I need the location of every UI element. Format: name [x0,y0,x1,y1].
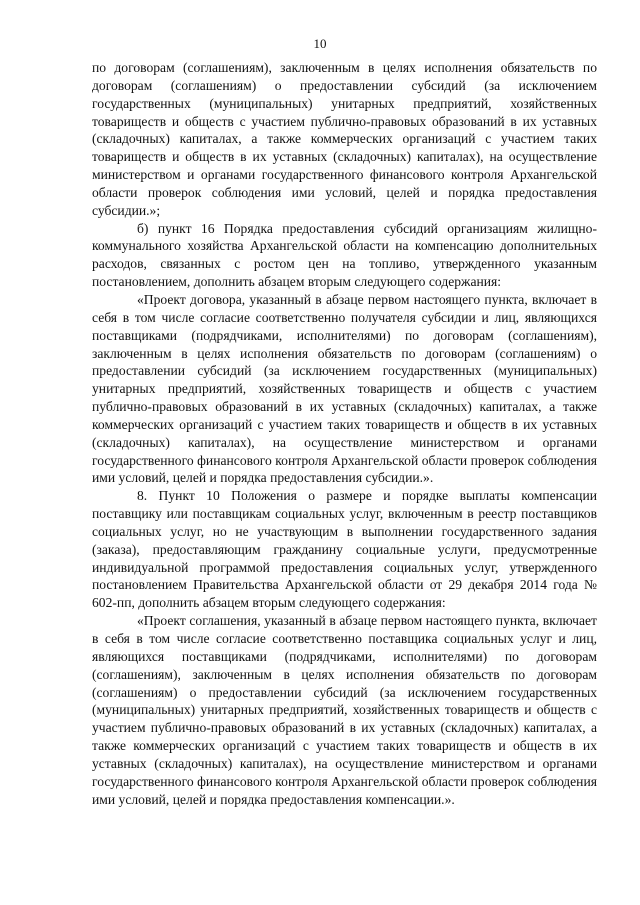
continuation-paragraph: по договорам (соглашениям), заключенным в целях исполнения обязательств по договорам (соглашениям) о предоставлении субсидий (за исключением государственных (муниципальных) унитарных предприятий, хозяйственных товариществ и обществ с участием публично-правовых образований в их уставных (складочных) капиталах, а также коммерческих организаций с участием таких товариществ и обществ в их уставных (складочных) капиталах), на осуществление министерством и органами государственного финансового контроля Архангельской области проверок соблюдения ими условий, целей и порядка предоставления субсидии.»; [92,60,597,218]
quoted-contract-paragraph: «Проект договора, указанный в абзаце первом настоящего пункта, включает в себя в том числе согласие соответственно получателя субсидии и лиц, являющихся поставщиками (подрядчиками, исполнителями) по договорам (соглашениям), заключенным в целях исполнения обязательств по договорам (соглашениям) о предоставлении субсидий (за исключением государственных (муниципальных) унитарных предприятий, хозяйственных товариществ и обществ с участием публично-правовых образований в их уставных (складочных) капиталах, а также коммерческих организаций с участием таких товариществ и обществ в их уставных (складочных) капиталах), на осуществление министерством и органами государственного финансового контроля Архангельской области проверок соблюдения ими условий, целей и порядка предоставления субсидии.». [92,291,597,486]
quoted-agreement-paragraph: «Проект соглашения, указанный в абзаце первом настоящего пункта, включает в себя в том числе согласие соответственно поставщика социальных услуг и лиц, являющихся поставщиками (подрядчиками, исполнителями) по договорам (соглашениям), заключенным в целях исполнения обязательств по договорам (соглашениям) о предоставлении субсидий (за исключением государственных (муниципальных) унитарных предприятий, хозяйственных товариществ и обществ с участием публично-правовых образований в их уставных (складочных) капиталах, а также коммерческих организаций с участием таких товариществ и обществ в их уставных (складочных) капиталах), на осуществление министерством и органами государственного финансового контроля Архангельской области проверок соблюдения ими условий, целей и порядка предоставления компенсации.». [92,613,597,807]
document-body [92,59,597,808]
page-number: 10 [313,36,327,51]
subitem-b-paragraph: б) пункт 16 Порядка предоставления субсидий организациям жилищно-коммунального хозяйства Архангельской области на компенсацию дополнительных расходов, связанных с ростом цен на топливо, утвержденного указанным постановлением, дополнить абзацем вторым следующего содержания: [92,220,597,290]
item-8-paragraph: 8. Пункт 10 Положения о размере и порядке выплаты компенсации поставщику или поставщикам социальных услуг, включенным в реестр поставщиков социальных услуг, но не участвующим в выполнении государственного задания (заказа), предоставляющим гражданину социальные услуги, предусмотренные индивидуальной программой предоставления социальных услуг, утвержденного постановлением Правительства Архангельской области от 29 декабря 2014 года № 602-пп, дополнить абзацем вторым следующего содержания: [92,488,597,611]
